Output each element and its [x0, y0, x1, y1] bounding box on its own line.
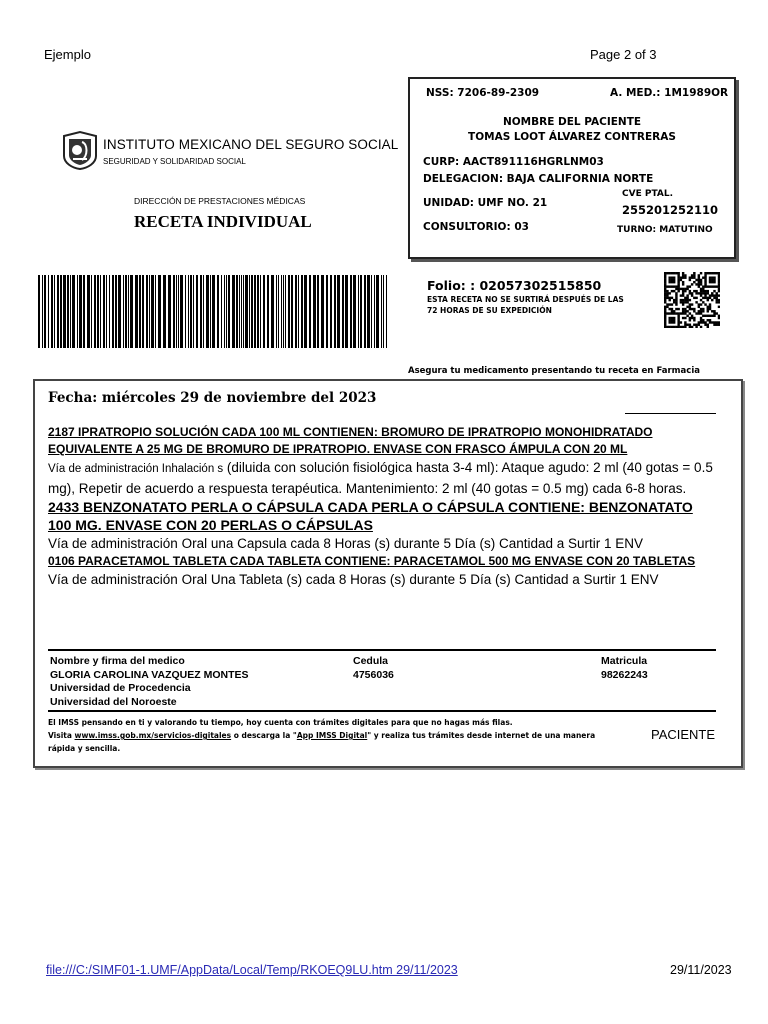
- imss-services-link[interactable]: www.imss.gob.mx/servicios-digitales: [74, 731, 232, 740]
- medication-list: [48, 424, 720, 589]
- cve-value: 255201252110: [622, 203, 719, 217]
- consultorio-field: CONSULTORIO: 03: [423, 221, 529, 233]
- matricula-block: [601, 655, 648, 682]
- patient-name-label: NOMBRE DEL PACIENTE: [502, 116, 642, 128]
- medication-instructions: Vía de administración Oral Una Tableta (s) cada 8 Horas (s) durante 5 Día (s) Cantidad a Surtir 1 ENV: [48, 572, 659, 587]
- turno-field: TURNO: MATUTINO: [617, 225, 713, 235]
- divider: [48, 649, 716, 651]
- medication-title: 0106 PARACETAMOL TABLETA CADA TABLETA CONTIENE: PARACETAMOL 500 MG ENVASE CON 20 TABLETAS: [48, 554, 696, 568]
- patient-info-box: [408, 77, 736, 259]
- curp-field: CURP: AACT891116HGRLNM03: [423, 156, 604, 168]
- notice-text: " y realiza tus trámites desde internet de una manera: [367, 731, 596, 740]
- doctor-name-label: Nombre y firma del medico: [50, 655, 185, 667]
- cedula-label: Cedula: [353, 655, 389, 667]
- medication-item: [48, 498, 720, 553]
- medication-instructions: [48, 458, 720, 498]
- qr-code: [664, 272, 720, 328]
- notice-line: rápida y sencilla.: [48, 744, 121, 753]
- medication-title: 2187 IPRATROPIO SOLUCIÓN CADA 100 ML CONTIENEN: BROMURO DE IPRATROPIO MONOHIDRATADO EQUIVALENTE A 25 MG DE BROMURO DE IPRATROPIO. ENVASE CON FRASCO ÁMPULA CON 20 ML: [48, 425, 653, 456]
- notice-line: El IMSS pensando en ti y valorando tu tiempo, hoy cuenta con trámites digitales para que no hagas más filas.: [48, 718, 513, 727]
- matricula-value: 98262243: [601, 668, 648, 681]
- institution-subtitle: SEGURIDAD Y SOLIDARIDAD SOCIAL: [103, 157, 246, 166]
- medication-title: 2433 BENZONATATO PERLA O CÁPSULA CADA PERLA O CÁPSULA CONTIENE: BENZONATATO 100 MG. ENVASE CON 20 PERLAS O CÁPSULAS: [48, 499, 693, 533]
- institution-name: INSTITUTO MEXICANO DEL SEGURO SOCIAL: [103, 137, 399, 152]
- medication-item: [48, 553, 720, 589]
- direction-label: DIRECCIÓN DE PRESTACIONES MÉDICAS: [134, 196, 306, 206]
- unidad-field: UNIDAD: UMF NO. 21: [423, 197, 548, 209]
- copy-label: PACIENTE: [651, 727, 716, 742]
- medication-instructions: Vía de administración Oral una Capsula cada 8 Horas (s) durante 5 Día (s) Cantidad a Surtir 1 ENV: [48, 536, 644, 551]
- prescription-date: Fecha: miércoles 29 de noviembre del 2023: [48, 390, 377, 406]
- divider: [625, 413, 716, 414]
- doctor-name: GLORIA CAROLINA VAZQUEZ MONTES: [50, 668, 249, 681]
- print-date: 29/11/2023: [670, 963, 732, 977]
- cve-label: CVE PTAL.: [622, 189, 674, 199]
- folio-note: [427, 294, 647, 316]
- page-header-left: Ejemplo: [44, 47, 91, 62]
- medication-item: [48, 424, 720, 498]
- imss-app-link[interactable]: App IMSS Digital: [296, 731, 368, 740]
- file-path-link[interactable]: file:///C:/SIMF01-1.UMF/AppData/Local/Temp/RKOEQ9LU.htm 29/11/2023: [46, 963, 458, 977]
- university-label: Universidad de Procedencia: [50, 682, 191, 694]
- instructions-text: (diluida con solución fisiológica hasta 3-4 ml): Ataque agudo: 2 ml (40 gotas = 0.5 mg), Repetir de acuerdo a respuesta terapéutica. Mantenimiento: 2 ml (40 gotas = 0.5 mg) cada 6-8 horas.: [48, 460, 713, 496]
- university-name: Universidad del Noroeste: [50, 695, 177, 708]
- patient-name: TOMAS LOOT ÁLVAREZ CONTRERAS: [468, 131, 676, 143]
- pharmacy-notice: Asegura tu medicamento presentando tu receta en Farmacia: [408, 366, 700, 376]
- cedula-value: 4756036: [353, 668, 394, 681]
- folio-note-line: 72 HORAS DE SU EXPEDICIÓN: [427, 306, 552, 315]
- notice-text: Visita: [48, 731, 75, 740]
- notice-line: [48, 729, 638, 742]
- page-number: Page 2 of 3: [590, 47, 657, 62]
- folio-note-line: ESTA RECETA NO SE SURTIRÁ DESPUÉS DE LAS: [427, 295, 624, 304]
- doctor-block: [50, 655, 249, 709]
- folio-number: Folio: : 02057302515850: [427, 278, 602, 293]
- matricula-label: Matricula: [601, 655, 648, 667]
- cedula-block: [353, 655, 394, 682]
- document-title: RECETA INDIVIDUAL: [134, 212, 312, 231]
- barcode: [38, 275, 392, 348]
- delegacion-field: DELEGACION: BAJA CALIFORNIA NORTE: [423, 173, 654, 185]
- imss-logo: [62, 130, 98, 170]
- notice-text: o descarga la ": [231, 731, 297, 740]
- route-label: Vía de administración Inhalación s: [48, 463, 224, 475]
- divider: [48, 710, 716, 712]
- nss-field: NSS: 7206-89-2309: [426, 87, 540, 99]
- digital-services-notice: [48, 716, 638, 755]
- amed-field: A. MED.: 1M1989OR: [610, 87, 729, 99]
